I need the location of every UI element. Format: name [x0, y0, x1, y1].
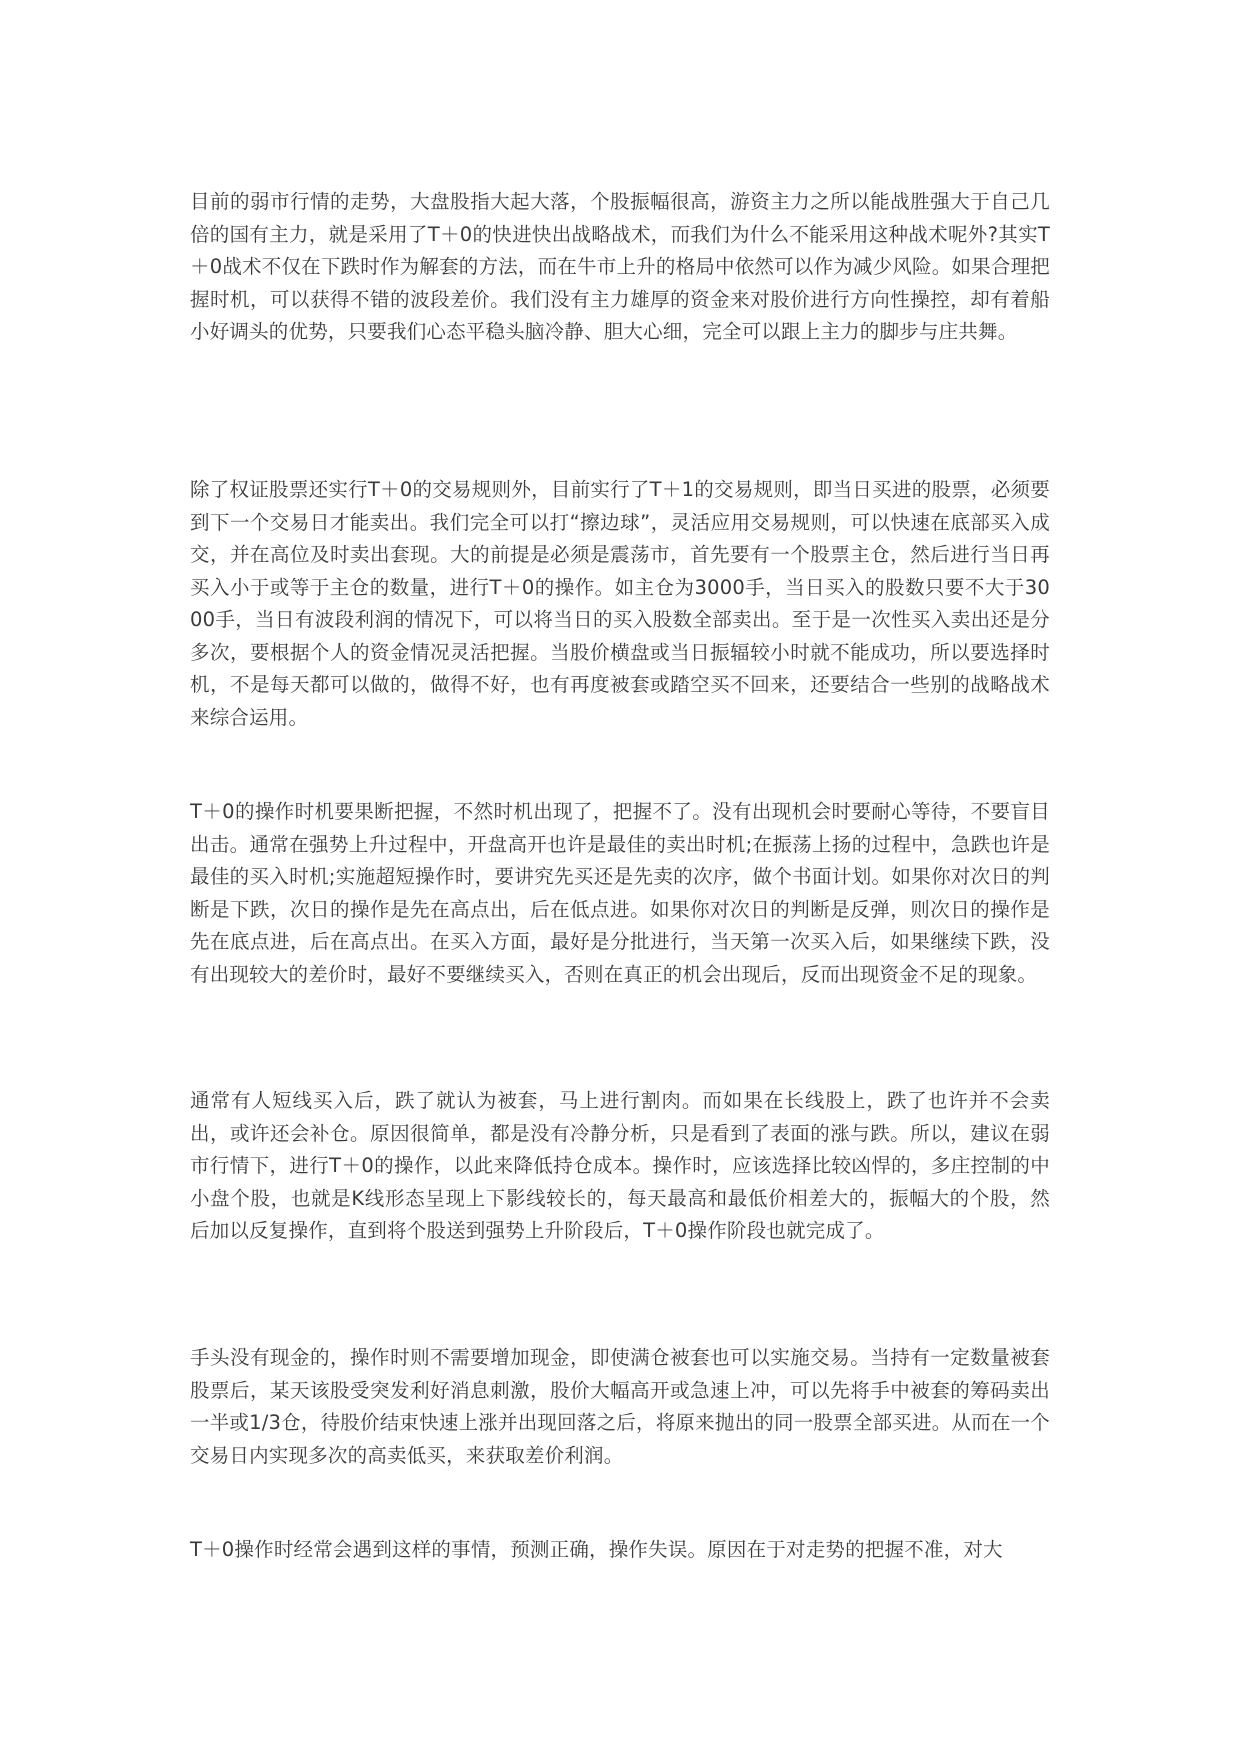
paragraph-1: 目前的弱市行情的走势，大盘股指大起大落，个股振幅很高，游资主力之所以能战胜强大于自己几倍的国有主力，就是采用了T＋0的快进快出战略战术，而我们为什么不能采用这种战术呢外?其实T＋0战术不仅在下跌时作为解套的方法，而在牛市上升的格局中依然可以作为减少风险。如果合理把握时机，可以获得不错的波段差价。我们没有主力雄厚的资金来对股价进行方向性操控，却有着船小好调头的优势，只要我们心态平稳头脑冷静、胆大心细，完全可以跟上主力的脚步与庄共舞。	[190, 190, 1050, 343]
paragraph-2: 除了权证股票还实行T＋0的交易规则外，目前实行了T＋1的交易规则，即当日买进的股票，必须要到下一个交易日才能卖出。我们完全可以打“擦边球”，灵活应用交易规则，可以快速在底部买入成交，并在高位及时卖出套现。大的前提是必须是震荡市，首先要有一个股票主仓，然后进行当日再买入小于或等于主仓的数量，进行T＋0的操作。如主仓为3000手，当日买入的股数只要不大于3000手，当日有波段利润的情况下，可以将当日的买入股数全部卖出。至于是一次性买入卖出还是分多次，要根据个人的资金情况灵活把握。当股价横盘或当日振辐较小时就不能成功，所以要选择时机，不是每天都可以做的，做得不好，也有再度被套或踏空买不回来，还要结合一些别的战略战术来综合运用。	[190, 478, 1050, 729]
paragraph-6: T＋0操作时经常会遇到这样的事情，预测正确，操作失误。原因在于对走势的把握不准，对大	[190, 1538, 1003, 1561]
paragraph-3: T＋0的操作时机要果断把握，不然时机出现了，把握不了。没有出现机会时要耐心等待，不要盲目出击。通常在强势上升过程中，开盘高开也许是最佳的卖出时机;在振荡上扬的过程中，急跌也许是最佳的买入时机;实施超短操作时，要讲究先买还是先卖的次序，做个书面计划。如果你对次日的判断是下跌，次日的操作是先在高点出，后在低点进。如果你对次日的判断是反弹，则次日的操作是先在底点进，后在高点出。在买入方面，最好是分批进行，当天第一次买入后，如果继续下跌，没有出现较大的差价时，最好不要继续买入，否则在真正的机会出现后，反而出现资金不足的现象。	[190, 800, 1050, 986]
paragraph-5: 手头没有现金的，操作时则不需要增加现金，即使满仓被套也可以实施交易。当持有一定数量被套股票后，某天该股受突发利好消息刺激，股价大幅高开或急速上冲，可以先将手中被套的筹码卖出一半或1/3仓，待股价结束快速上涨并出现回落之后，将原来抛出的同一股票全部买进。从而在一个交易日内实现多次的高卖低买，来获取差价利润。	[190, 1346, 1050, 1467]
paragraph-4: 通常有人短线买入后，跌了就认为被套，马上进行割肉。而如果在长线股上，跌了也许并不会卖出，或许还会补仓。原因很简单，都是没有冷静分析，只是看到了表面的涨与跌。所以，建议在弱市行情下，进行T＋0的操作，以此来降低持仓成本。操作时，应该选择比较凶悍的，多庄控制的中小盘个股，也就是K线形态呈现上下影线较长的，每天最高和最低价相差大的，振幅大的个股，然后加以反复操作，直到将个股送到强势上升阶段后，T＋0操作阶段也就完成了。	[190, 1089, 1050, 1242]
